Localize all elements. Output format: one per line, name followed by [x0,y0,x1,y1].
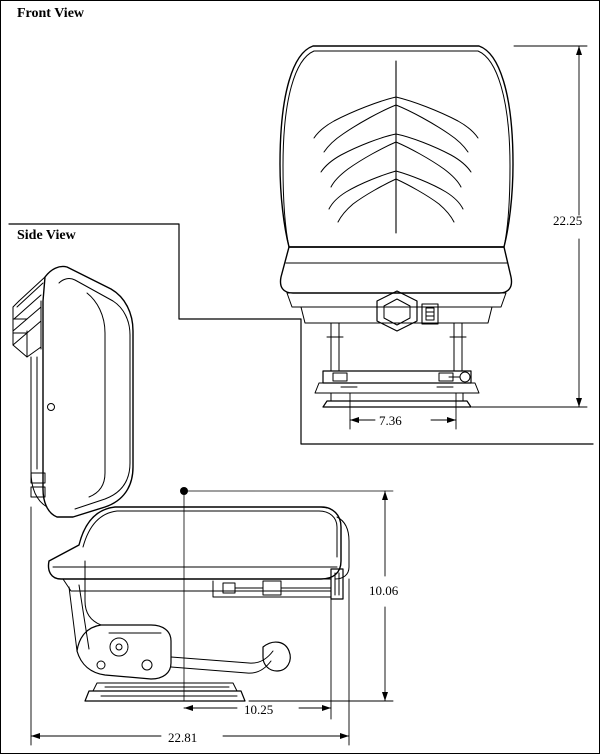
dimension-overall-depth-text: 22.81 [168,730,198,745]
dimension-seat-height-text: 10.06 [369,583,399,598]
dimension-base-width-text: 7.36 [379,413,402,428]
side-view-seat-outline [13,266,349,701]
dimension-seat-depth-text: 10.25 [244,702,274,717]
dimension-base-width [350,393,456,429]
dimension-height-overall [472,46,587,407]
side-view-title: Side View [17,228,76,243]
dimension-height-overall-text: 22.25 [553,213,583,228]
front-view-seat-outline [280,46,513,407]
drawing-canvas [1,1,600,754]
dimension-overall-depth [31,507,349,745]
reference-point-marker [180,487,393,701]
front-view-title: Front View [17,6,85,21]
view-divider [9,224,593,444]
